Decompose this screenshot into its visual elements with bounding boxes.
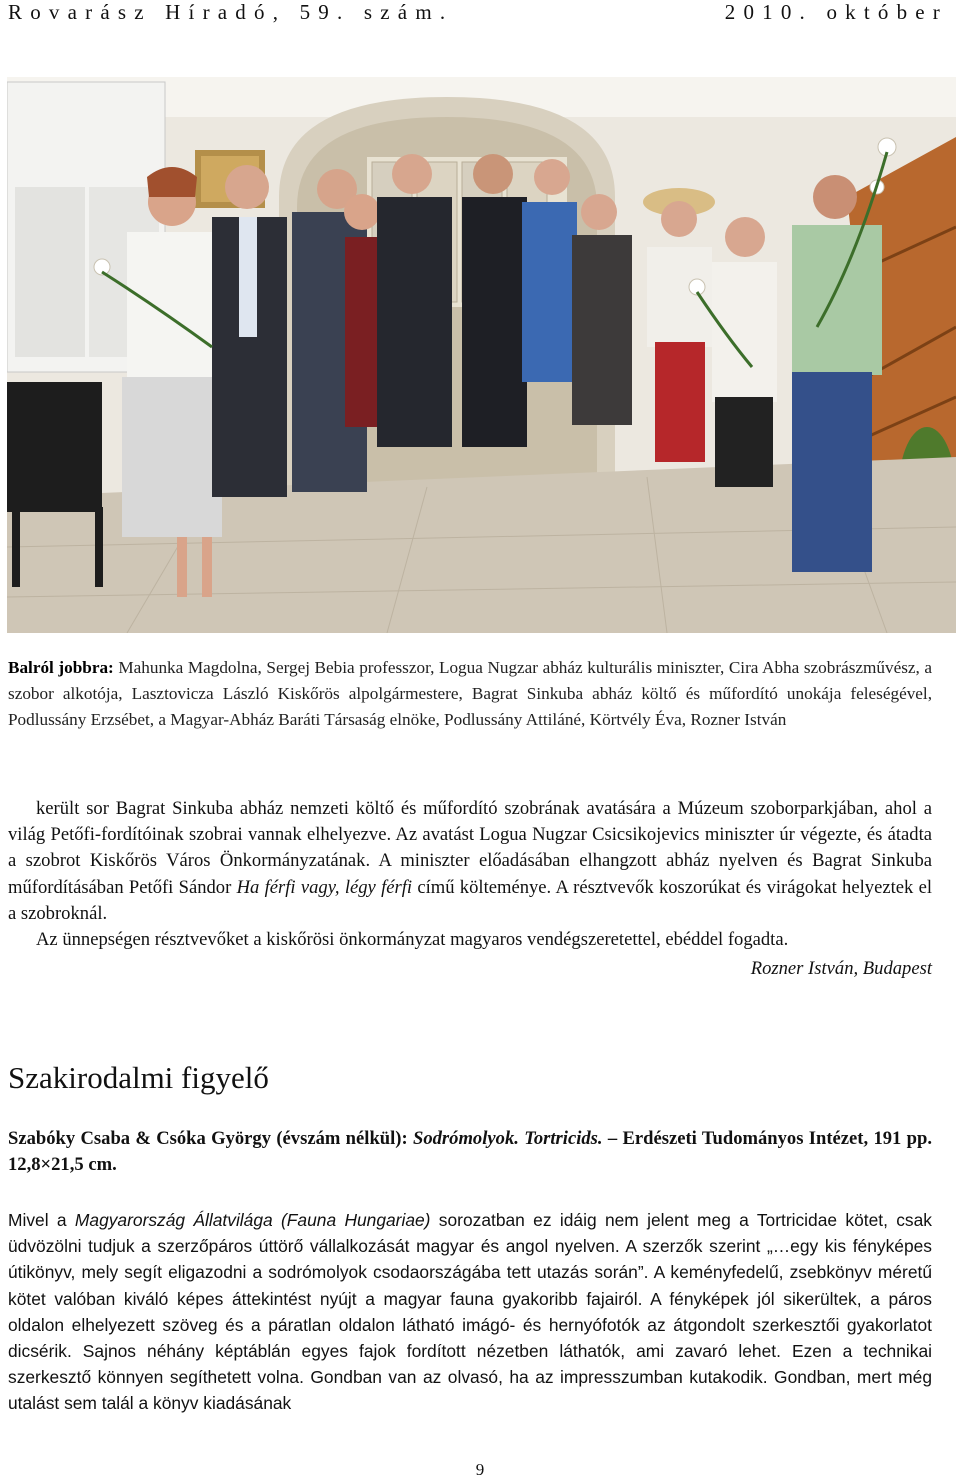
article-paragraph [8, 796, 932, 927]
author-signature: Rozner István, Budapest [750, 958, 932, 980]
article-paragraph: Az ünnepségen résztvevőket a kiskőrösi önkormányzat magyaros vendégszeretettel, ebéddel fogadta. [36, 929, 789, 951]
photo-caption [8, 655, 932, 733]
page-number: 9 [475, 1460, 485, 1479]
book-review [8, 1207, 932, 1417]
review-text-part: sorozatban ez idáig nem jelent meg a Tortricidae kötet, csak üdvözölni tudjuk a szerzőpáros úttörő vállalkozását magyar és angol nyelven. A szerzők szerint „…egy kis fényképes útikönyv, mely segít eligazodni a sodrómolyok csodaországába tett utazás során”. A keményfedelű, zsebkönyv méretű kötet valóban kiváló képes áttekintést nyújt a magyar fauna gyakoribb fajairól. A fényképek jól sikerültek, a páros oldalon elhelyezett szöveg és a páratlan oldalon látható imágó- és hernyófotók az átgondolt szerkesztői gyakorlatot dicsérik. Sajnos néhány képtáblán egyes fajok fordított nézetben láthatók, ami zavaró lehet. Ezen a technikai szerkesztő könnyen segíthetett volna. Gondban van az olvasó, ha az impresszumban kutakodik. Gondban, mert még utalást sem talál a könyv kiadásának [8, 1210, 932, 1414]
book-title: Sodrómolyok. Tortricids. [413, 1128, 603, 1149]
review-paragraph [8, 1207, 932, 1417]
journal-title: Rovarász Híradó, 59. szám. [8, 0, 454, 24]
article-text-part: került sor Bagrat Sinkuba abház nemzeti költő és műfordító szobrának avatására a Múzeum szoborparkjában, ahol a világ Petőfi-fordítóinak szobrai vannak elhelyezve. Az avatást Logua Nugzar Csicsikojevics miniszter úr végezte, és átadta a szobrot Kiskőrös Város Önkormányzatának. A miniszter előadásában elhangzott abház nyelven és Bagrat Sinkuba műfordításában Petőfi Sándor [8, 798, 932, 898]
citation-publisher: – Erdészeti Tudományos Intézet, 191 pp. 12,8×21,5 cm. [8, 1128, 932, 1175]
group-photo [7, 77, 956, 633]
issue-date: 2010. október [724, 0, 948, 24]
poem-title: Ha férfi vagy, légy férfi [236, 876, 413, 898]
article-body [8, 796, 932, 982]
citation-authors: Szabóky Csaba & Csóka György (évszám nélkül): [8, 1128, 413, 1149]
running-header [0, 0, 960, 30]
section-title: Szakirodalmi figyelő [8, 1060, 269, 1095]
series-title: Magyarország Állatvilága (Fauna Hungariae) [74, 1210, 431, 1230]
article-text-part: című költeménye. A résztvevők koszorúkat és virágokat helyeztek el a szobroknál. [8, 876, 932, 924]
caption-text: Mahunka Magdolna, Sergej Bebia professzor, Logua Nugzar abház kulturális miniszter, Cira Abha szobrászművész, a szobor alkotója, Lasztovicza László Kiskőrös alpolgármestere, Bagrat Sinkuba abház költő és műfordító unokája feleségével, Podlussány Erzsébet, a Magyar-Abház Baráti Társaság elnöke, Podlussány Attiláné, Körtvély Éva, Rozner István [8, 658, 933, 729]
caption-lead: Balról jobbra: [8, 658, 114, 677]
review-text-part: Mivel a [8, 1210, 75, 1230]
book-citation [8, 1126, 932, 1178]
